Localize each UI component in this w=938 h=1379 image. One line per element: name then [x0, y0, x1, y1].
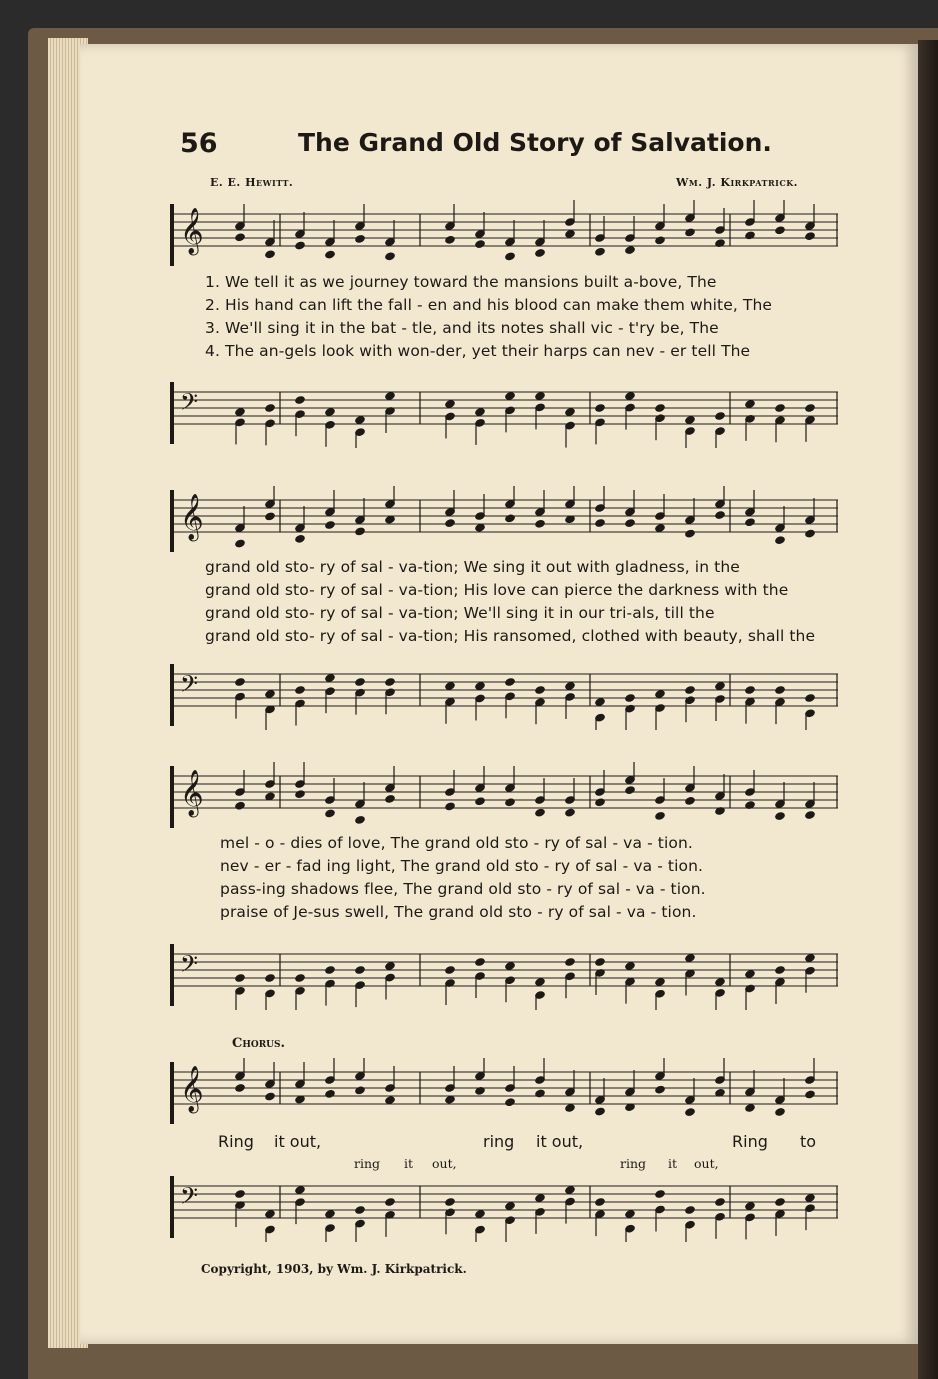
verse-lyrics-2: [205, 556, 845, 648]
page-header: [180, 128, 820, 168]
chorus-word: ring: [483, 1132, 515, 1151]
chorus-echo-word: out,: [694, 1156, 719, 1171]
bass-staff-1: [170, 378, 842, 448]
lyric-line: 4. The an-gels look with won-der, yet their harps can nev - er tell The: [205, 342, 751, 360]
lyric-line: grand old sto- ry of sal - va-tion; We'll sing it in our tri-als, till the: [205, 604, 715, 622]
svg-text:𝄢: 𝄢: [180, 670, 199, 703]
verse-lyrics-1: [205, 271, 845, 363]
chorus-word: it out,: [536, 1132, 584, 1151]
book-binding: [918, 40, 938, 1379]
author-credit: E. E. Hewitt.: [210, 176, 294, 189]
svg-text:𝄢: 𝄢: [180, 388, 199, 421]
svg-text:𝄢: 𝄢: [180, 1182, 199, 1215]
chorus-echo-word: it: [404, 1156, 414, 1171]
chorus-label: Chorus.: [232, 1036, 286, 1051]
copyright-notice: Copyright, 1903, by Wm. J. Kirkpatrick.: [201, 1262, 467, 1276]
chorus-word: to: [800, 1132, 817, 1151]
treble-staff-2: [170, 486, 842, 556]
chorus-echo-word: out,: [432, 1156, 457, 1171]
lyric-line: grand old sto- ry of sal - va-tion; His ransomed, clothed with beauty, shall the: [205, 627, 816, 645]
lyric-line: grand old sto- ry of sal - va-tion; His love can pierce the darkness with the: [205, 581, 789, 599]
chorus-word: it out,: [274, 1132, 322, 1151]
lyric-line: grand old sto- ry of sal - va-tion; We sing it out with gladness, in the: [205, 558, 740, 576]
svg-text:𝄞: 𝄞: [180, 1066, 204, 1112]
bass-staff-3: [170, 940, 842, 1010]
lyric-line: 2. His hand can lift the fall - en and his blood can make them white, The: [205, 296, 773, 314]
lyric-line: mel - o - dies of love, The grand old sto - ry of sal - va - tion.: [220, 834, 693, 852]
hymn-title: The Grand Old Story of Salvation.: [298, 128, 772, 157]
chorus-word: Ring: [218, 1132, 254, 1151]
treble-staff-1: [170, 200, 842, 270]
svg-text:𝄞: 𝄞: [180, 770, 204, 816]
svg-text:𝄞: 𝄞: [180, 208, 204, 254]
bass-staff-4: [170, 1172, 842, 1242]
lyric-line: praise of Je-sus swell, The grand old sto - ry of sal - va - tion.: [220, 903, 697, 921]
lyric-line: 1. We tell it as we journey toward the mansions built a-bove, The: [205, 273, 717, 291]
verse-lyrics-3: [220, 832, 860, 924]
chorus-echo-word: ring: [620, 1156, 647, 1171]
svg-text:𝄢: 𝄢: [180, 950, 199, 983]
lyric-line: pass-ing shadows flee, The grand old sto - ry of sal - va - tion.: [220, 880, 706, 898]
treble-staff-4: [170, 1058, 842, 1128]
chorus-echo-word: it: [668, 1156, 678, 1171]
composer-credit: Wm. J. Kirkpatrick.: [676, 176, 798, 189]
page-number: 56: [180, 128, 218, 159]
chorus-echo-word: ring: [354, 1156, 381, 1171]
lyric-line: 3. We'll sing it in the bat - tle, and its notes shall vic - t'ry be, The: [205, 319, 719, 337]
treble-staff-3: [170, 762, 842, 832]
lyric-line: nev - er - fad ing light, The grand old sto - ry of sal - va - tion.: [220, 857, 704, 875]
bass-staff-2: [170, 660, 842, 730]
svg-text:𝄞: 𝄞: [180, 494, 204, 540]
chorus-word: Ring: [732, 1132, 768, 1151]
